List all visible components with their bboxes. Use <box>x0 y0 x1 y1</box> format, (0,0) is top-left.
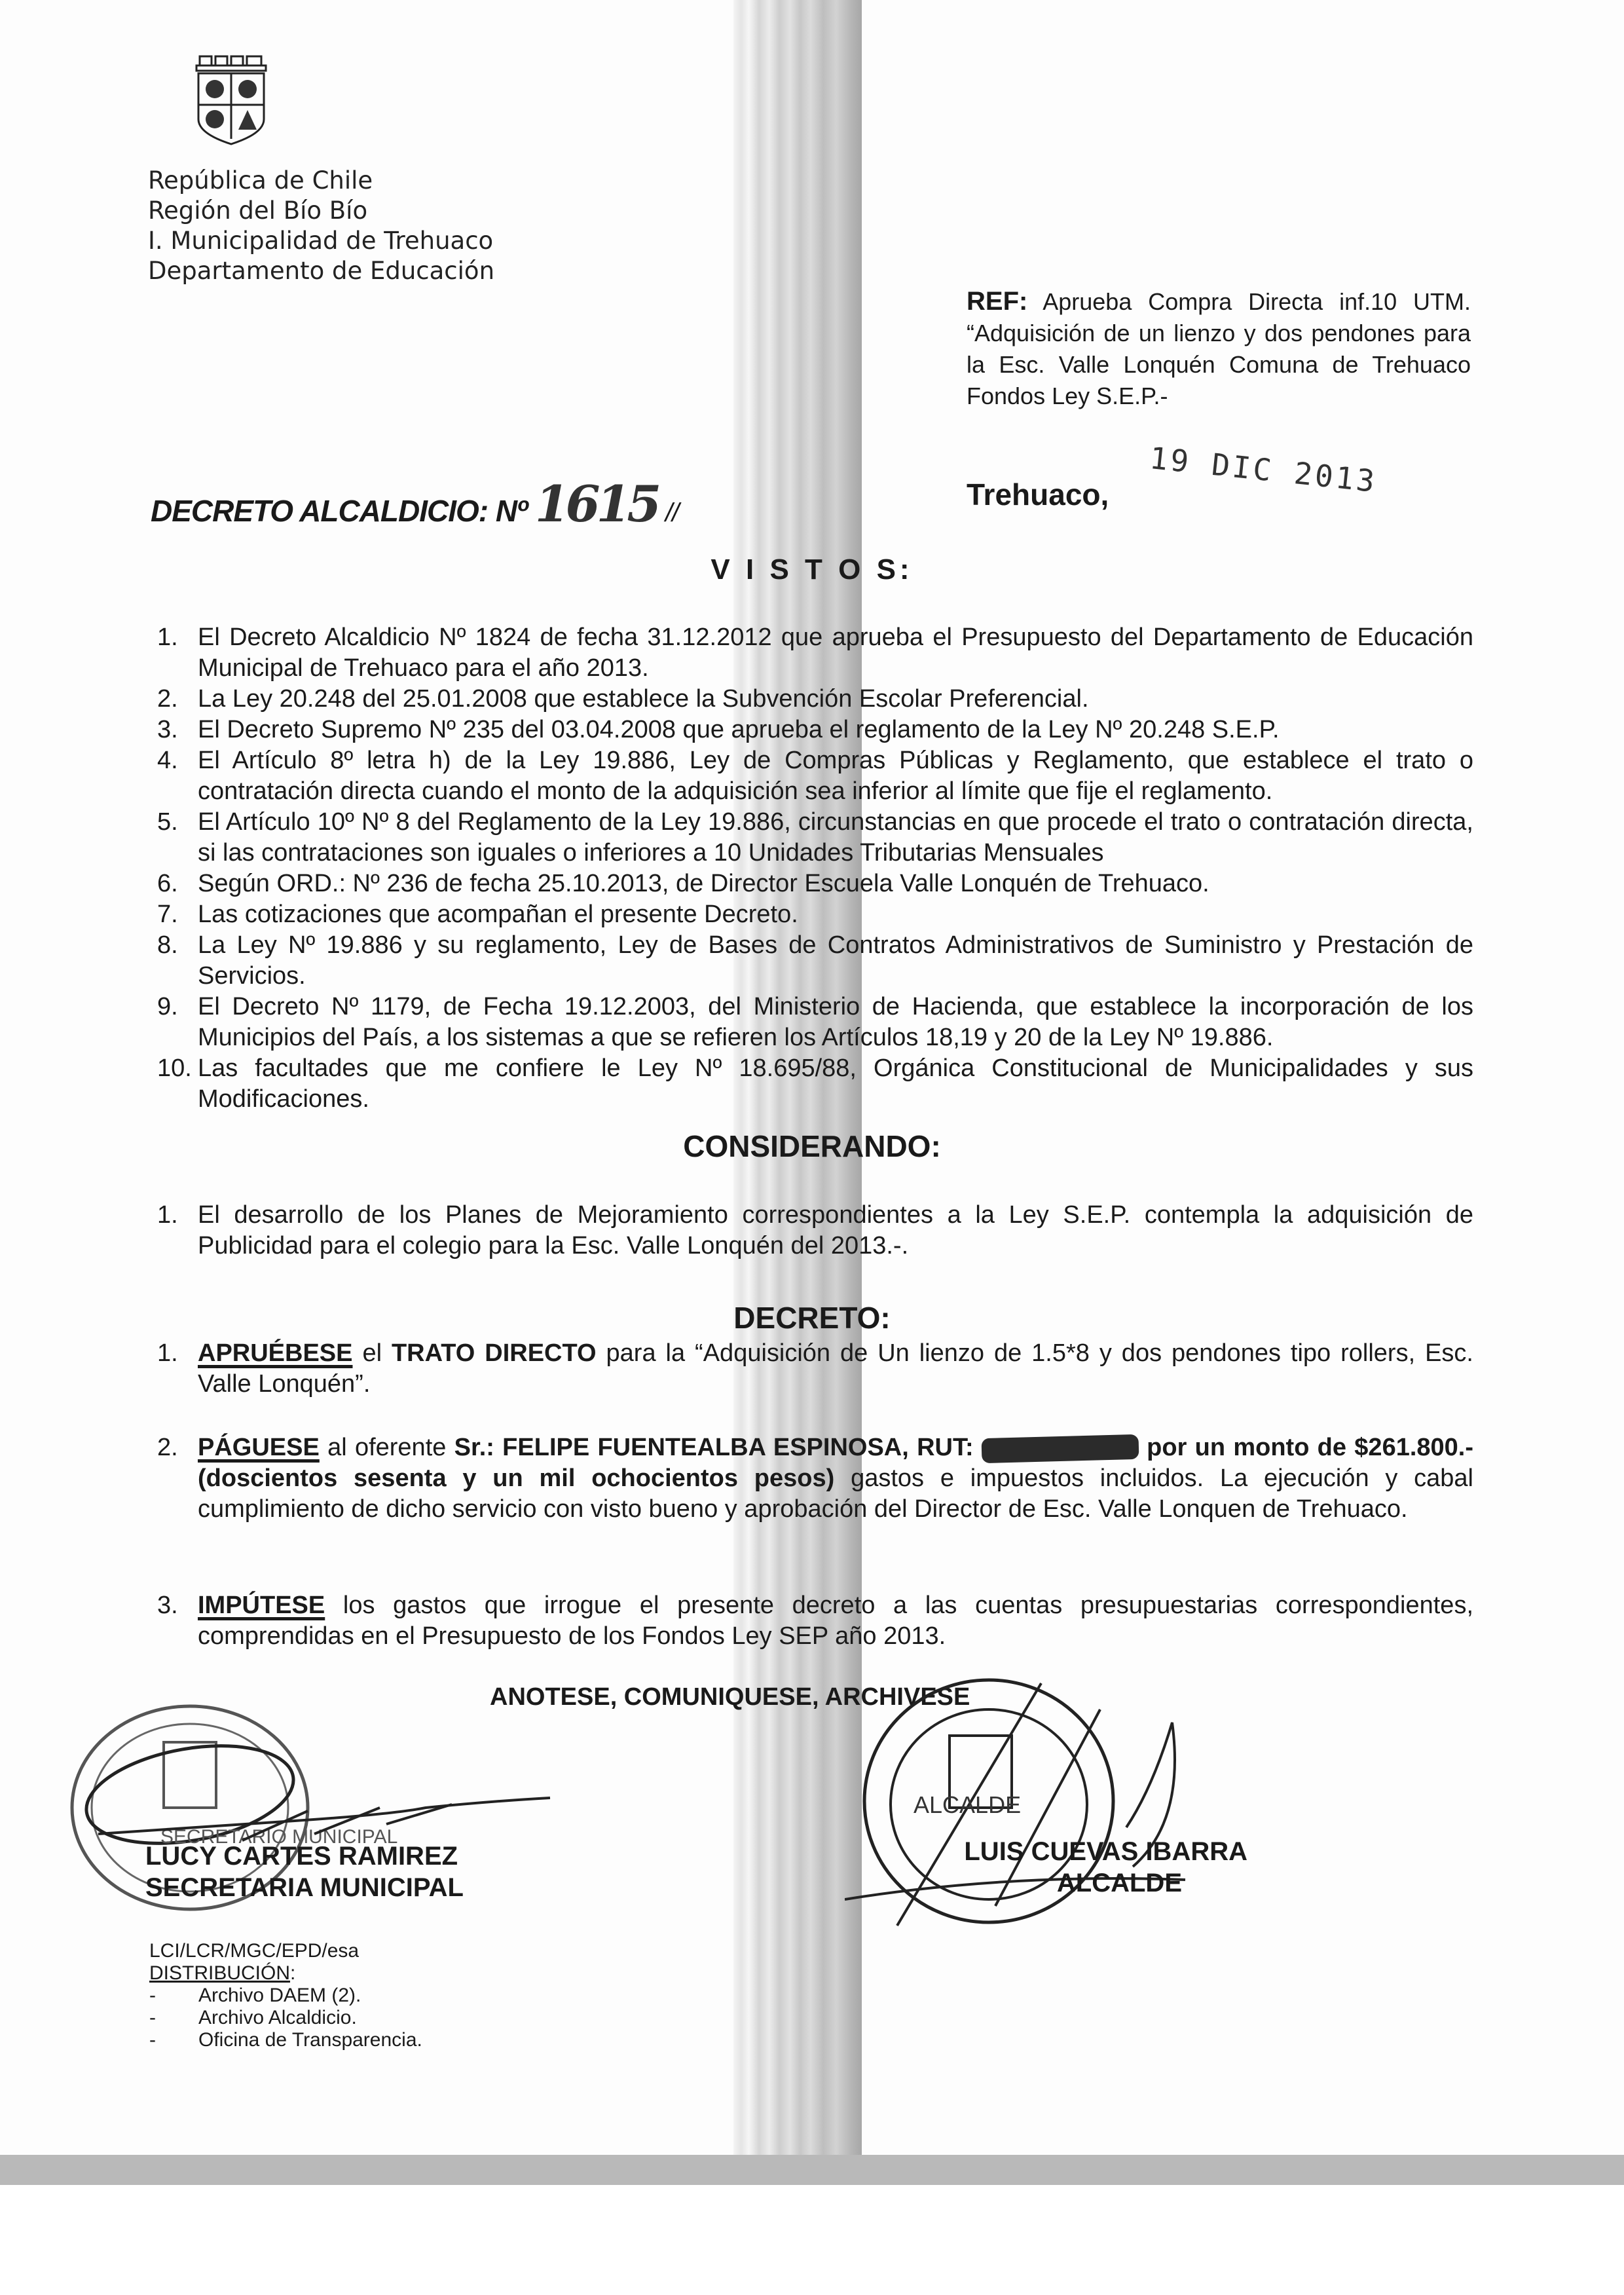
item-number: 7. <box>157 901 178 928</box>
item-text-bold: por un monto de $261.800.- (doscientos sesenta y un mil ochocientos pesos) <box>198 1434 1474 1492</box>
decree-place: Trehuaco, <box>967 477 1109 512</box>
decreto-title: DECRETO: <box>733 1301 891 1335</box>
distribution-item: - Archivo Alcaldicio. <box>149 2007 357 2028</box>
item-text: Las facultades que me confiere le Ley Nº 18.695/88, Orgánica Constitucional de Municipalidades y sus Modificaciones. <box>198 1054 1473 1113</box>
header-line: República de Chile <box>148 166 373 195</box>
distribution-item: - Archivo DAEM (2). <box>149 1985 361 2006</box>
item-text: El Decreto Alcaldicio Nº 1824 de fecha 31.12.2012 que aprueba el Presupuesto del Departamento de Educación Municipal de Trehuaco para el año 2013. <box>198 624 1473 682</box>
item-number: 6. <box>157 870 178 897</box>
item-text: El Decreto Supremo Nº 235 del 03.04.2008 que aprueba el reglamento de la Ley Nº 20.248 S.E.P. <box>198 716 1280 743</box>
secretary-signature-block <box>145 1840 464 1903</box>
vistos-item <box>157 1053 1473 1115</box>
item-text: Las cotizaciones que acompañan el presente Decreto. <box>198 901 798 928</box>
item-number: 8. <box>157 931 178 959</box>
item-text-part: el <box>352 1339 392 1367</box>
item-text-part: los gastos que irrogue el presente decreto a las cuentas presupuestarias correspondientes, comprendidas en el Presupuesto de los Fondos Ley SEP año 2013. <box>198 1592 1473 1650</box>
considerando-item <box>157 1200 1473 1261</box>
item-text: La Ley 20.248 del 25.01.2008 que establece la Subvención Escolar Preferencial. <box>198 685 1089 713</box>
item-verb: APRUÉBESE <box>198 1339 353 1367</box>
considerando-list <box>157 1200 1473 1261</box>
item-text-bold: TRATO DIRECTO <box>391 1339 597 1367</box>
item-text-bold: Sr.: FELIPE FUENTEALBA ESPINOSA, RUT: <box>454 1434 982 1461</box>
item-number: 2. <box>157 1434 178 1461</box>
item-text-part: para la “Adquisición de Un lienzo de 1.5*8 y dos pendones tipo rollers, Esc. Valle Lonquén”. <box>198 1339 1473 1398</box>
item-text: El desarrollo de los Planes de Mejoramiento correspondientes a la Ley S.E.P. contempla la adquisición de Publicidad para el colegio para la Esc. Valle Lonquén del 2013.-. <box>198 1201 1473 1259</box>
item-text: El Decreto Nº 1179, de Fecha 19.12.2003, del Ministerio de Hacienda, que establece la incorporación de los Municipios del País, a los sistemas a que se refieren los Artículos 18,19 y 20 de la Ley Nº 19.886. <box>198 993 1473 1051</box>
vistos-item <box>157 899 1473 930</box>
item-number: 10. <box>157 1054 192 1082</box>
coat-of-arms-icon <box>193 54 269 145</box>
redacted-rut <box>981 1434 1139 1463</box>
item-number: 2. <box>157 685 178 713</box>
decreto-item-1 <box>157 1338 1473 1400</box>
header-line: Departamento de Educación <box>148 257 495 285</box>
institution-header <box>148 166 494 286</box>
decree-number-handwritten: 1615 <box>534 475 658 533</box>
item-number: 3. <box>157 1592 178 1619</box>
header-line: I. Municipalidad de Trehuaco <box>148 227 494 255</box>
item-text: Según ORD.: Nº 236 de fecha 25.10.2013, de Director Escuela Valle Lonquén de Trehuaco. <box>198 870 1209 897</box>
item-text <box>198 1338 1473 1400</box>
item-text <box>198 1590 1473 1652</box>
vistos-item <box>157 715 1473 745</box>
item-number: 1. <box>157 1339 178 1367</box>
item-text: El Artículo 8º letra h) de la Ley 19.886, Ley de Compras Públicas y Reglamento, que establece el trato o contratación directa cuando el monto de la adquisición sea inferior al límite que fije el reglamento. <box>198 747 1473 805</box>
decreto-item-2 <box>157 1432 1473 1525</box>
decree-title-line <box>151 475 678 533</box>
secretary-name: LUCY CARTES RAMIREZ <box>145 1842 458 1871</box>
reference-block <box>967 286 1471 412</box>
item-number: 4. <box>157 747 178 774</box>
decree-number-suffix: // <box>665 498 679 527</box>
mayor-signature-block <box>907 1836 1247 1899</box>
item-text: La Ley Nº 19.886 y su reglamento, Ley de Bases de Contratos Administrativos de Suministro y Prestación de Servicios. <box>198 931 1473 990</box>
footer-block: LCI/LCR/MGC/EPD/esa DISTRIBUCIÓN: - Archivo DAEM (2). - Archivo Alcaldicio. - Oficina de Transparencia. <box>149 1940 422 2051</box>
decreto-item-3 <box>157 1590 1473 1652</box>
item-number: 1. <box>157 1201 178 1229</box>
ref-text: Aprueba Compra Directa inf.10 UTM. “Adquisición de un lienzo y dos pendones para la Esc. Valle Lonquén Comuna de Trehuaco Fondos Ley S.E.P.- <box>967 288 1471 409</box>
item-number: 3. <box>157 716 178 743</box>
distribution-text: Archivo Alcaldicio. <box>198 2007 357 2028</box>
vistos-item <box>157 992 1473 1053</box>
header-line: Región del Bío Bío <box>148 196 368 225</box>
distribution-text: Archivo DAEM (2). <box>198 1985 361 2006</box>
vistos-title: V I S T O S: <box>710 553 913 586</box>
item-text-part: gastos e impuestos incluidos. La ejecución y cabal cumplimiento de dicho servicio con visto bueno y aprobación del Director de Esc. Valle Lonquen de Trehuaco. <box>198 1465 1473 1523</box>
item-verb: PÁGUESE <box>198 1434 320 1461</box>
item-number: 9. <box>157 993 178 1020</box>
vistos-item <box>157 684 1473 715</box>
item-text: El Artículo 10º Nº 8 del Reglamento de la Ley 19.886, circunstancias en que procede el trato o contratación directa, si las contrataciones son iguales o inferiores a 10 Unidades Tributarias Mensuales <box>198 808 1473 867</box>
right-stamp-inner-text: ALCALDE <box>913 1791 1022 1818</box>
scanner-band-artifact <box>0 2155 1624 2185</box>
item-text-part: al oferente <box>319 1434 454 1461</box>
mayor-name: LUIS CUEVAS IBARRA <box>964 1837 1247 1866</box>
distribution-title: DISTRIBUCIÓN <box>149 1962 291 1984</box>
secretary-role: SECRETARIA MUNICIPAL <box>145 1873 464 1902</box>
mayor-role: ALCALDE <box>1056 1869 1182 1897</box>
page-bottom-margin <box>0 2185 1624 2295</box>
item-text <box>198 1432 1473 1525</box>
vistos-item <box>157 745 1473 807</box>
vistos-item <box>157 807 1473 868</box>
item-number: 5. <box>157 808 178 836</box>
considerando-title: CONSIDERANDO: <box>683 1129 941 1163</box>
ref-label: REF: <box>967 287 1028 316</box>
distribution-item: - Oficina de Transparencia. <box>149 2029 422 2051</box>
distribution-text: Oficina de Transparencia. <box>198 2029 422 2051</box>
vistos-list <box>157 622 1473 1115</box>
left-stamp-inner-text: SECRETARIO MUNICIPAL <box>160 1826 398 1848</box>
item-verb: IMPÚTESE <box>198 1592 325 1619</box>
vistos-item <box>157 930 1473 992</box>
item-number: 1. <box>157 624 178 651</box>
vistos-item <box>157 622 1473 684</box>
vistos-item <box>157 868 1473 899</box>
closing-formula: ANOTESE, COMUNIQUESE, ARCHIVESE <box>490 1683 970 1711</box>
initials: LCI/LCR/MGC/EPD/esa <box>149 1940 360 1962</box>
decree-title: DECRETO ALCALDICIO: Nº <box>151 494 527 528</box>
date-stamp: 19 DIC 2013 <box>1148 439 1379 500</box>
